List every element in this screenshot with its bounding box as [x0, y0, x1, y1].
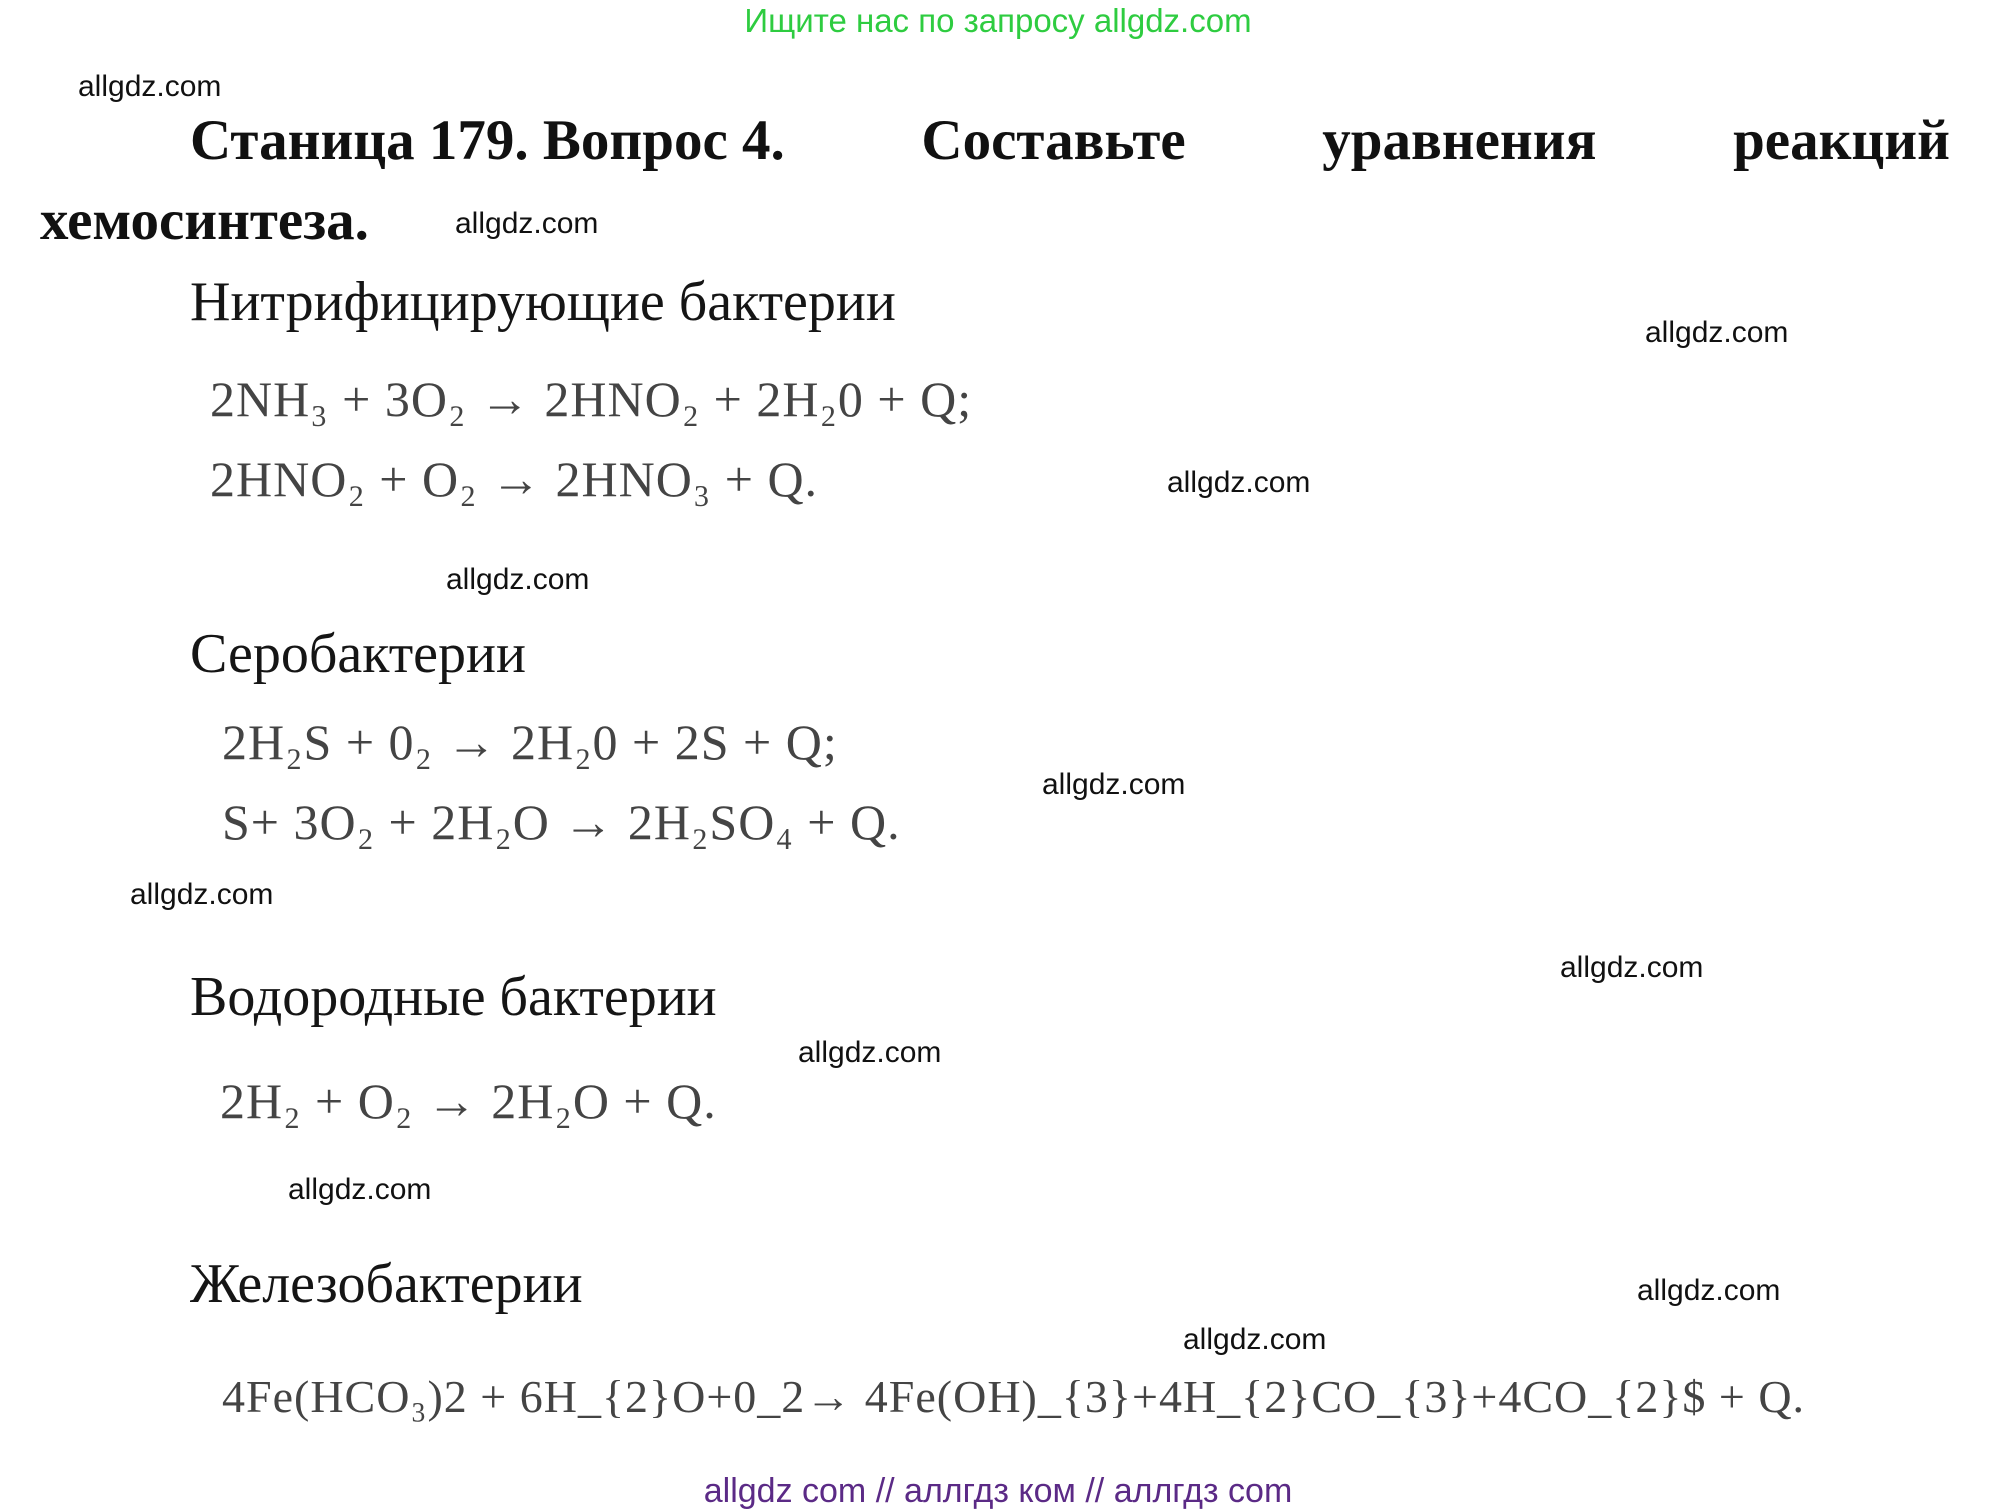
title-part-3: уравнения [1322, 109, 1597, 172]
equation-nitrifying-2: 2HNO₂ + O₂ → 2HNO₃ + Q. [210, 451, 819, 507]
watermark: allgdz.com [1042, 768, 1186, 801]
page-title-line-1 [190, 108, 1950, 173]
search-banner: Ищите нас по запросу allgdz.com [744, 2, 1252, 39]
watermark: allgdz.com [1637, 1274, 1781, 1307]
watermark: allgdz.com [1167, 466, 1311, 499]
watermark: allgdz.com [798, 1036, 942, 1069]
watermark: allgdz.com [1183, 1323, 1327, 1356]
equation-sulfur-1: 2H₂S + 0₂ → 2H₂0 + 2S + Q; [222, 714, 838, 770]
watermark: allgdz.com [455, 207, 599, 240]
equation-hydrogen-1: 2H₂ + O₂ → 2H₂O + Q. [220, 1073, 717, 1129]
watermark: allgdz.com [130, 878, 274, 911]
title-part-2: Составьте [921, 109, 1186, 172]
watermark: allgdz.com [78, 70, 222, 103]
equation-nitrifying-1: 2NH₃ + 3O₂ → 2HNO₂ + 2H₂0 + Q; [210, 371, 973, 427]
watermark: allgdz.com [446, 563, 590, 596]
footer-watermark: allgdz com // аллгдз ком // аллгдз com [703, 1472, 1293, 1510]
title-part-4: реакций [1733, 109, 1950, 172]
equation-sulfur-2: S+ 3O₂ + 2H₂O → 2H₂SO₄ + Q. [222, 794, 901, 850]
watermark: allgdz.com [1560, 951, 1704, 984]
equation-iron-1: 4Fe(HCO₃)2 + 6H_{2}O+0_2→ 4Fe(OH)_{3}+4H_{2}CO_{3}+4CO_{2}$ + Q. [222, 1371, 1806, 1422]
section-heading-iron: Железобактерии [190, 1253, 583, 1315]
watermark: allgdz.com [288, 1173, 432, 1206]
section-heading-nitrifying: Нитрифицирующие бактерии [190, 271, 896, 333]
watermark: allgdz.com [1645, 316, 1789, 349]
section-heading-sulfur: Серобактерии [190, 623, 526, 685]
page-title-line-2: хемосинтеза. [40, 189, 369, 252]
section-heading-hydrogen: Водородные бактерии [190, 966, 717, 1028]
title-part-1: Станица 179. Вопрос 4. [190, 109, 785, 172]
